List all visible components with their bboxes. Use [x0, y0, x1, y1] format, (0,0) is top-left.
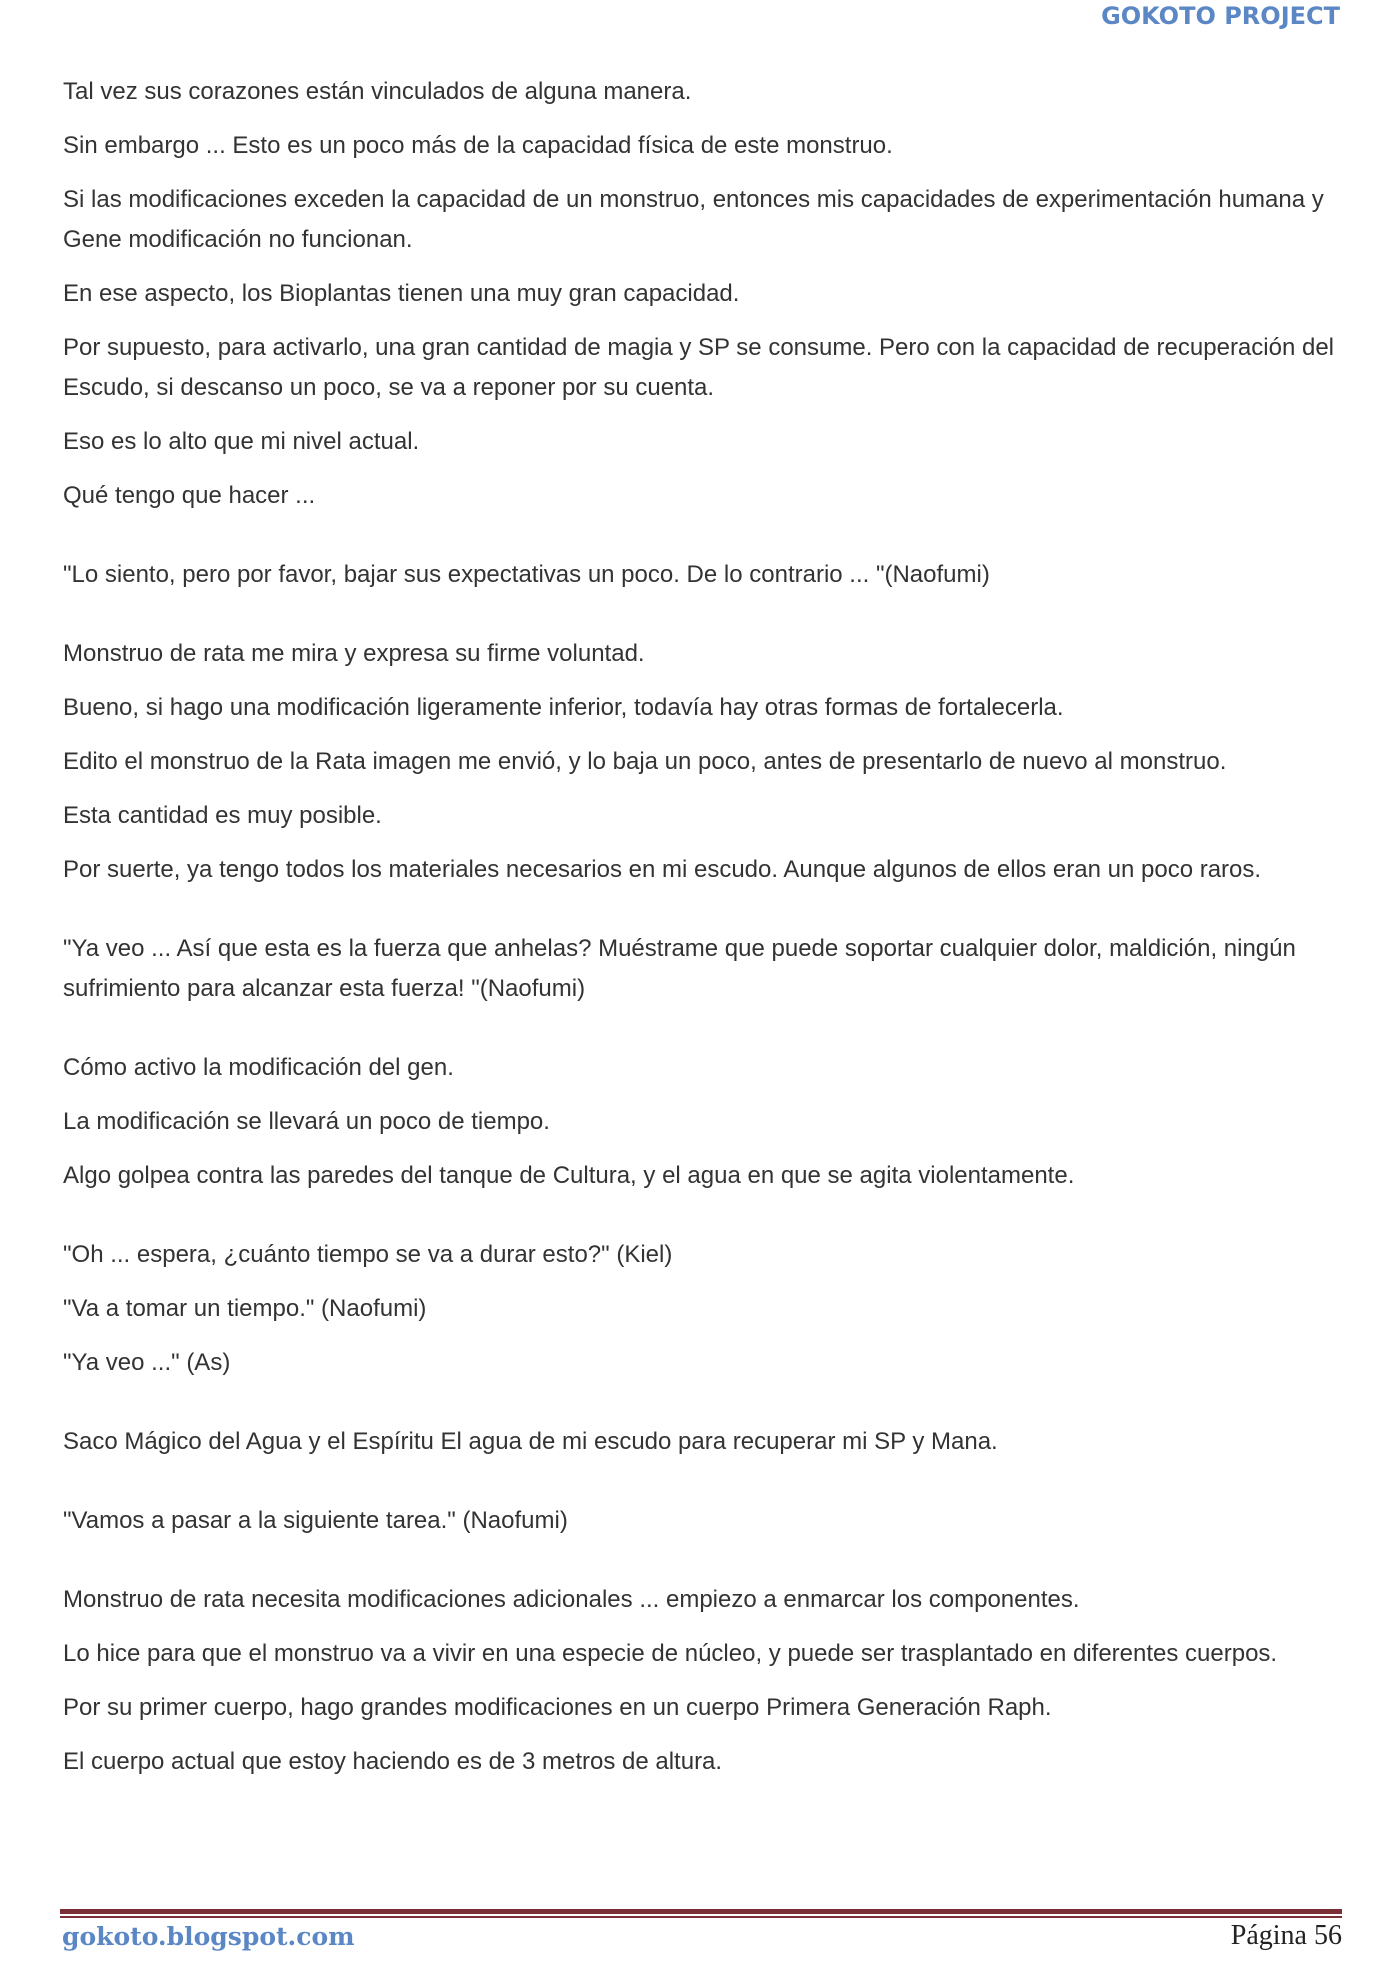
paragraph: Por supuesto, para activarlo, una gran cantidad de magia y SP se consume. Pero con la capacidad de recuperación del Escudo, si descanso un poco, se va a reponer por su cuenta.: [63, 334, 1335, 401]
paragraph: "Vamos a pasar a la siguiente tarea." (Naofumi): [63, 1507, 568, 1534]
paragraph: "Ya veo ... Así que esta es la fuerza que anhelas? Muéstrame que puede soportar cualquier dolor, maldición, ningún sufrimiento para alcanzar esta fuerza! "(Naofumi): [63, 935, 1296, 1002]
paragraph: Por su primer cuerpo, hago grandes modificaciones en un cuerpo Primera Generación Raph.: [63, 1694, 1052, 1721]
footer-site-link[interactable]: gokoto.blogspot.com: [62, 1922, 355, 1951]
paragraph: Si las modificaciones exceden la capacidad de un monstruo, entonces mis capacidades de experimentación humana y Gene modificación no funcionan.: [63, 186, 1324, 253]
paragraph: Monstruo de rata me mira y expresa su firme voluntad.: [63, 640, 645, 667]
paragraph: "Lo siento, pero por favor, bajar sus expectativas un poco. De lo contrario ... "(Naofumi): [63, 561, 990, 588]
paragraph: Algo golpea contra las paredes del tanque de Cultura, y el agua en que se agita violentamente.: [63, 1162, 1075, 1189]
paragraph: La modificación se llevará un poco de tiempo.: [63, 1108, 550, 1135]
footer-divider: [60, 1909, 1342, 1918]
paragraph: Cómo activo la modificación del gen.: [63, 1054, 454, 1081]
paragraph: Sin embargo ... Esto es un poco más de la capacidad física de este monstruo.: [63, 132, 893, 159]
footer-divider-thin: [60, 1916, 1342, 1918]
footer-divider-thick: [60, 1909, 1342, 1914]
paragraph: Bueno, si hago una modificación ligeramente inferior, todavía hay otras formas de fortalecerla.: [63, 694, 1064, 721]
paragraph: En ese aspecto, los Bioplantas tienen una muy gran capacidad.: [63, 280, 740, 307]
document-body: [63, 72, 1353, 1796]
paragraph: Saco Mágico del Agua y el Espíritu El agua de mi escudo para recuperar mi SP y Mana.: [63, 1428, 998, 1455]
paragraph: Esta cantidad es muy posible.: [63, 802, 382, 829]
paragraph: Tal vez sus corazones están vinculados de alguna manera.: [63, 78, 692, 105]
paragraph: Monstruo de rata necesita modificaciones adicionales ... empiezo a enmarcar los componentes.: [63, 1586, 1080, 1613]
footer-page-number: Página 56: [1230, 1920, 1342, 1951]
paragraph: "Oh ... espera, ¿cuánto tiempo se va a durar esto?" (Kiel): [63, 1241, 673, 1268]
paragraph: "Va a tomar un tiempo." (Naofumi): [63, 1295, 427, 1322]
paragraph: El cuerpo actual que estoy haciendo es de 3 metros de altura.: [63, 1748, 723, 1775]
paragraph: Eso es lo alto que mi nivel actual.: [63, 428, 420, 455]
paragraph: Lo hice para que el monstruo va a vivir en una especie de núcleo, y puede ser trasplantado en diferentes cuerpos.: [63, 1640, 1278, 1667]
paragraph: Por suerte, ya tengo todos los materiales necesarios en mi escudo. Aunque algunos de ellos eran un poco raros.: [63, 856, 1262, 883]
paragraph: "Ya veo ..." (As): [63, 1349, 231, 1376]
header-brand: GOKOTO PROJECT: [1101, 2, 1340, 30]
paragraph: Edito el monstruo de la Rata imagen me envió, y lo baja un poco, antes de presentarlo de nuevo al monstruo.: [63, 748, 1227, 775]
paragraph: Qué tengo que hacer ...: [63, 482, 316, 509]
